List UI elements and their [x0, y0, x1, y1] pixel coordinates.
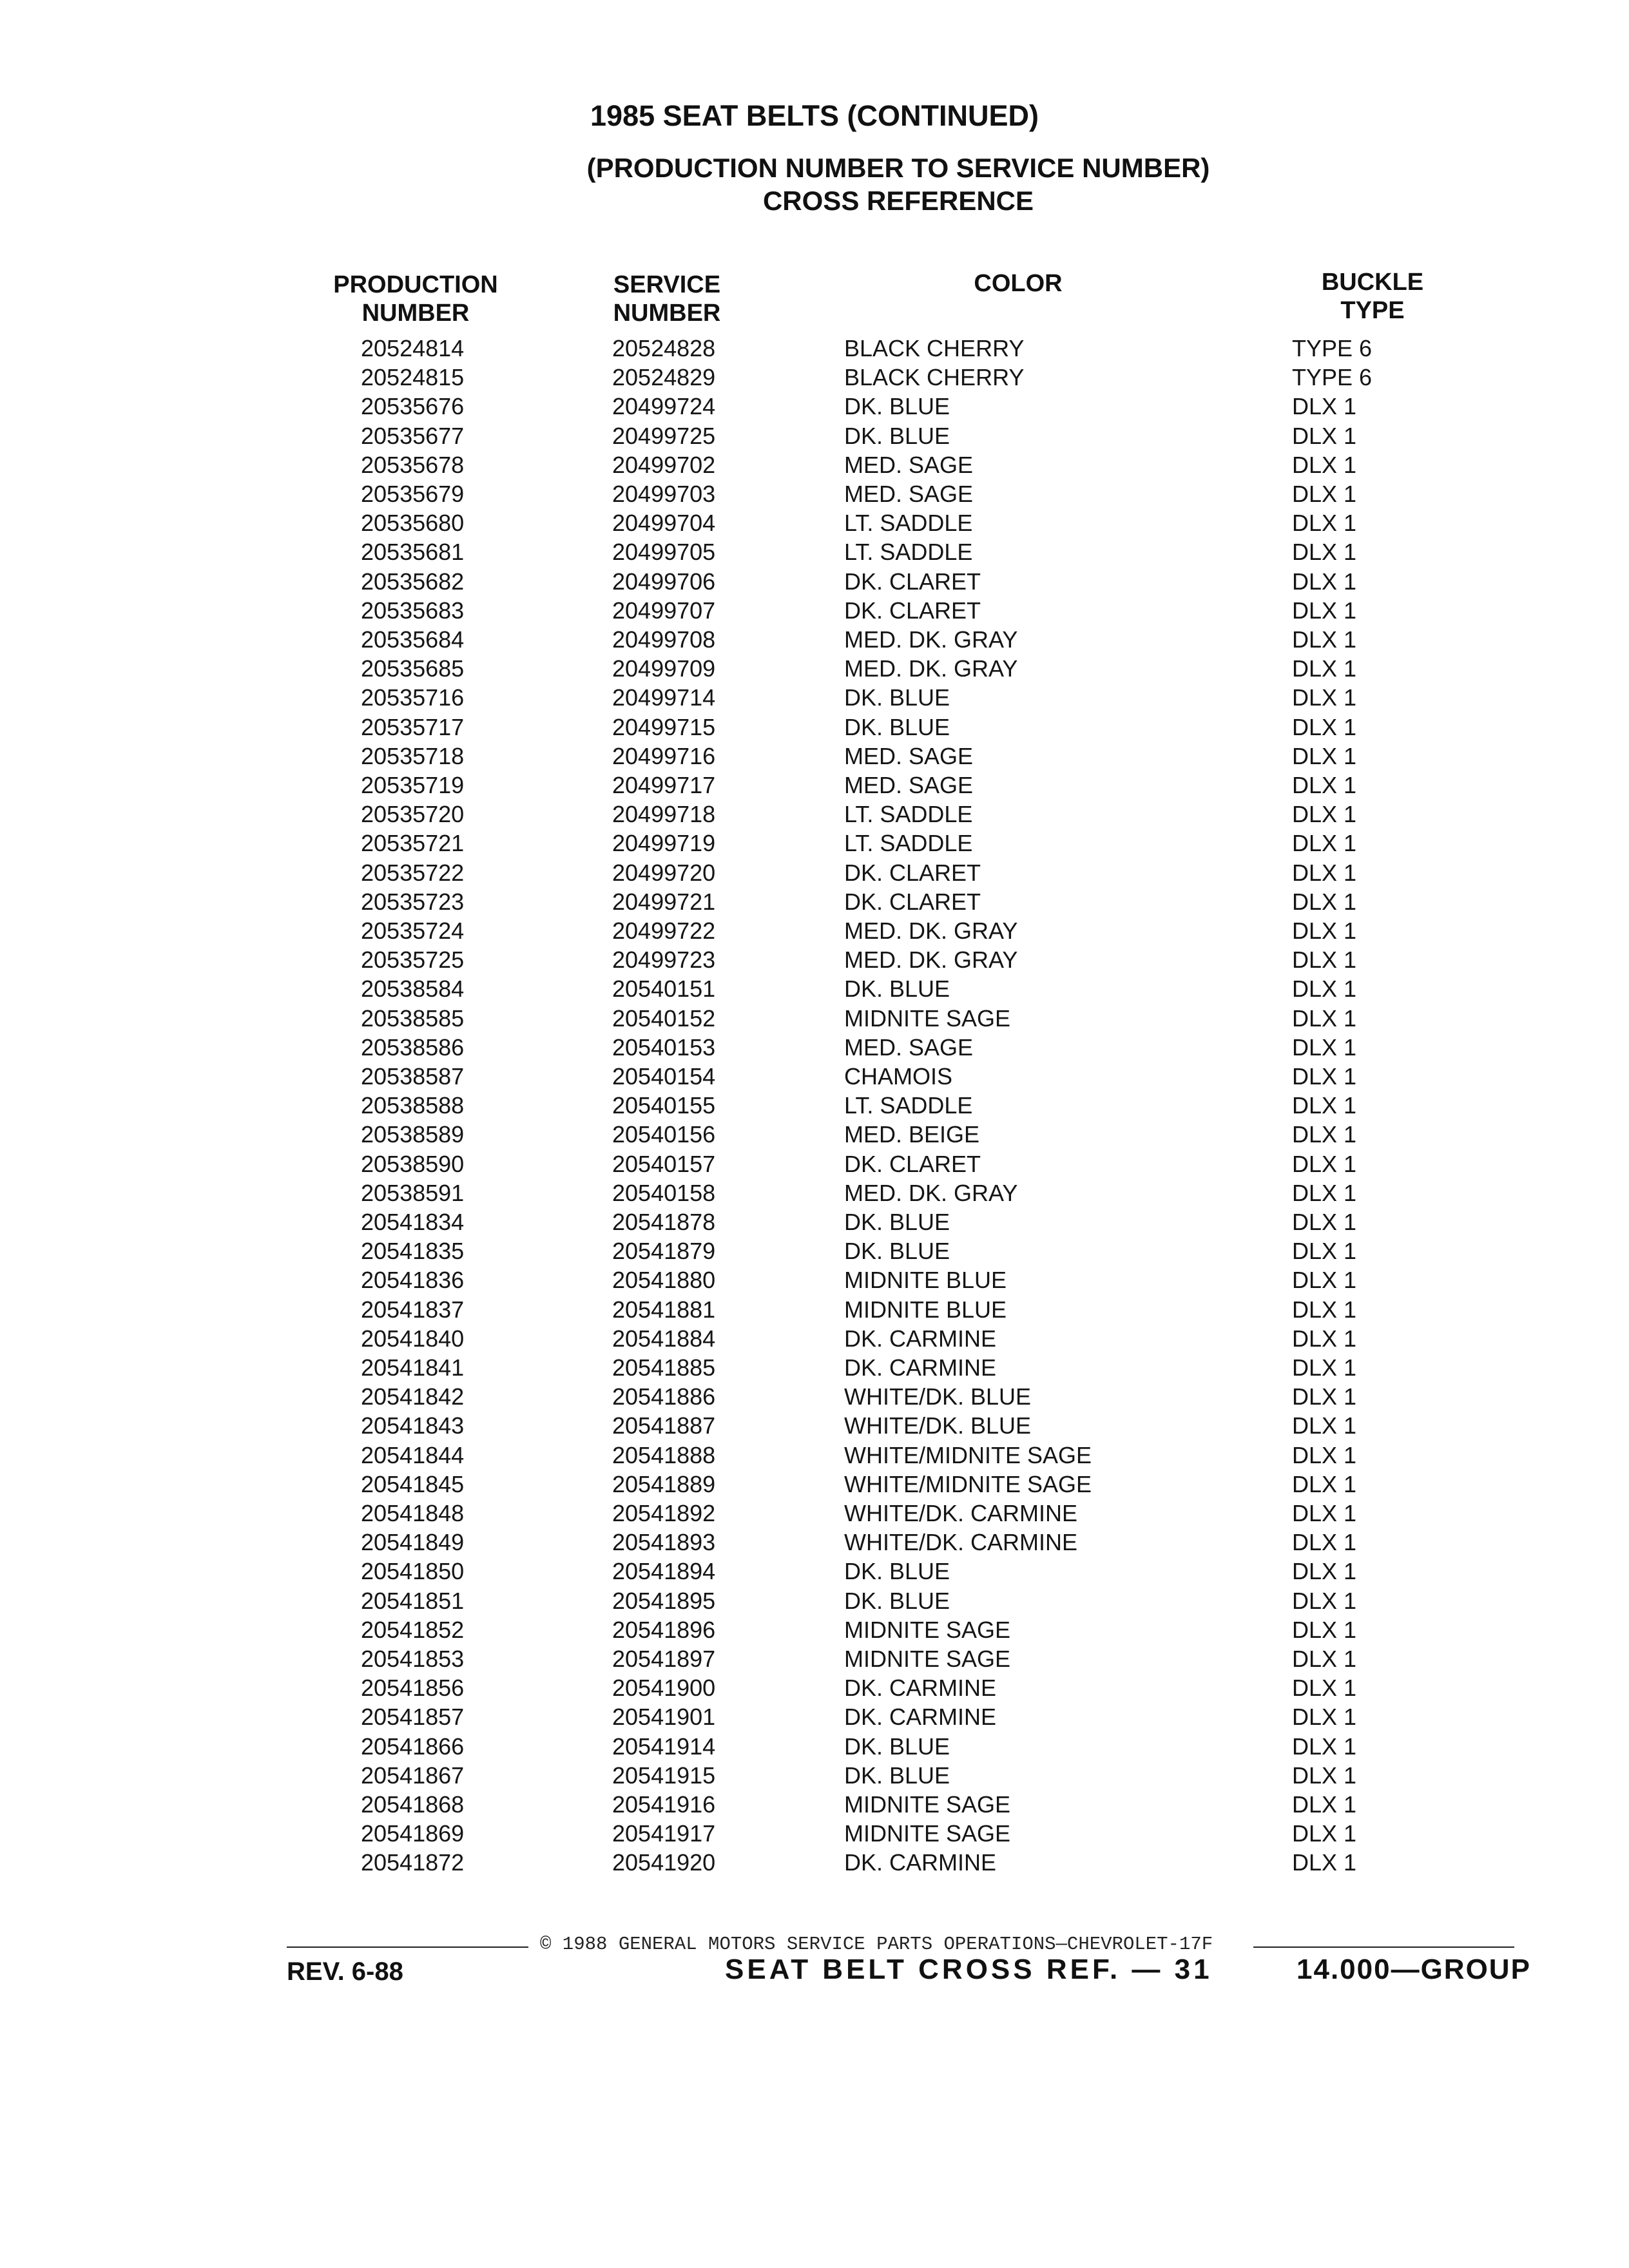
service-number-cell: 20499706: [612, 568, 716, 595]
service-number-cell: 20540154: [612, 1063, 716, 1090]
color-cell: DK. CLARET: [844, 568, 981, 595]
production-number-cell: 20538585: [361, 1005, 465, 1032]
buckle-type-cell: DLX 1: [1292, 1092, 1357, 1119]
service-number-cell: 20499717: [612, 772, 716, 798]
table-row: [0, 1499, 1629, 1528]
color-cell: WHITE/DK. BLUE: [844, 1412, 1032, 1439]
buckle-type-cell: DLX 1: [1292, 1558, 1357, 1584]
service-number-cell: 20541901: [612, 1704, 716, 1730]
color-cell: LT. SADDLE: [844, 1092, 973, 1119]
buckle-type-cell: DLX 1: [1292, 1151, 1357, 1177]
table-row: [0, 800, 1629, 829]
service-number-cell: 20541887: [612, 1412, 716, 1439]
table-row: [0, 1848, 1629, 1878]
color-cell: DK. BLUE: [844, 1209, 950, 1235]
buckle-type-cell: DLX 1: [1292, 684, 1357, 711]
service-number-cell: 20541881: [612, 1296, 716, 1323]
buckle-type-cell: DLX 1: [1292, 918, 1357, 944]
production-number-cell: 20535719: [361, 772, 465, 798]
buckle-type-cell: DLX 1: [1292, 1383, 1357, 1410]
color-cell: DK. BLUE: [844, 684, 950, 711]
table-row: [0, 1673, 1629, 1703]
header-service-line1: SERVICE: [613, 271, 721, 298]
production-number-cell: 20541848: [361, 1500, 465, 1526]
buckle-type-cell: DLX 1: [1292, 1442, 1357, 1468]
production-number-cell: 20538589: [361, 1121, 465, 1148]
color-cell: WHITE/MIDNITE SAGE: [844, 1442, 1092, 1468]
production-number-cell: 20541853: [361, 1646, 465, 1672]
buckle-type-cell: DLX 1: [1292, 393, 1357, 419]
production-number-cell: 20541843: [361, 1412, 465, 1439]
color-cell: MED. DK. GRAY: [844, 655, 1018, 682]
production-number-cell: 20538590: [361, 1151, 465, 1177]
buckle-type-cell: DLX 1: [1292, 1471, 1357, 1497]
buckle-type-cell: DLX 1: [1292, 568, 1357, 595]
color-cell: DK. BLUE: [844, 423, 950, 449]
color-cell: DK. CLARET: [844, 860, 981, 886]
production-number-cell: 20541836: [361, 1267, 465, 1293]
table-row: [0, 1528, 1629, 1557]
buckle-type-cell: DLX 1: [1292, 1791, 1357, 1818]
table-row: [0, 1265, 1629, 1295]
color-cell: DK. BLUE: [844, 1558, 950, 1584]
header-production-number: [325, 271, 506, 327]
buckle-type-cell: DLX 1: [1292, 1325, 1357, 1352]
service-number-cell: 20541889: [612, 1471, 716, 1497]
buckle-type-cell: DLX 1: [1292, 1733, 1357, 1760]
table-row: [0, 508, 1629, 538]
color-cell: MIDNITE BLUE: [844, 1296, 1007, 1323]
table-row: [0, 858, 1629, 888]
production-number-cell: 20524815: [361, 364, 465, 390]
color-cell: BLACK CHERRY: [844, 364, 1025, 390]
service-number-cell: 20541916: [612, 1791, 716, 1818]
service-number-cell: 20499723: [612, 947, 716, 973]
production-number-cell: 20535676: [361, 393, 465, 419]
footer-copyright: © 1988 GENERAL MOTORS SERVICE PARTS OPERATIONS—CHEVROLET-17F: [540, 1934, 1213, 1955]
buckle-type-cell: DLX 1: [1292, 597, 1357, 624]
table-row: [0, 1761, 1629, 1791]
buckle-type-cell: DLX 1: [1292, 510, 1357, 536]
service-number-cell: 20541880: [612, 1267, 716, 1293]
service-number-cell: 20524829: [612, 364, 716, 390]
header-service-line2: NUMBER: [613, 300, 721, 327]
page-subtitle: (PRODUCTION NUMBER TO SERVICE NUMBER): [586, 153, 1210, 183]
service-number-cell: 20499724: [612, 393, 716, 419]
table-row: [0, 1441, 1629, 1470]
production-number-cell: 20524814: [361, 335, 465, 361]
color-cell: DK. CARMINE: [844, 1325, 997, 1352]
buckle-type-cell: TYPE 6: [1292, 364, 1373, 390]
table-row: [0, 363, 1629, 392]
service-number-cell: 20541900: [612, 1675, 716, 1701]
buckle-type-cell: DLX 1: [1292, 1820, 1357, 1847]
buckle-type-cell: DLX 1: [1292, 1675, 1357, 1701]
service-number-cell: 20499716: [612, 743, 716, 769]
service-number-cell: 20499707: [612, 597, 716, 624]
table-row: [0, 887, 1629, 917]
header-buckle-line2: TYPE: [1340, 297, 1405, 324]
production-number-cell: 20541867: [361, 1762, 465, 1789]
color-cell: MED. DK. GRAY: [844, 1180, 1018, 1206]
table-row: [0, 1236, 1629, 1266]
production-number-cell: 20541856: [361, 1675, 465, 1701]
service-number-cell: 20541878: [612, 1209, 716, 1235]
color-cell: WHITE/DK. CARMINE: [844, 1529, 1078, 1555]
buckle-type-cell: DLX 1: [1292, 481, 1357, 507]
color-cell: BLACK CHERRY: [844, 335, 1025, 361]
buckle-type-cell: DLX 1: [1292, 1529, 1357, 1555]
table-row: [0, 1149, 1629, 1179]
production-number-cell: 20541849: [361, 1529, 465, 1555]
buckle-type-cell: DLX 1: [1292, 1121, 1357, 1148]
service-number-cell: 20540155: [612, 1092, 716, 1119]
color-cell: DK. CLARET: [844, 1151, 981, 1177]
page-title: 1985 SEAT BELTS (CONTINUED): [590, 99, 1039, 132]
color-cell: DK. BLUE: [844, 393, 950, 419]
buckle-type-cell: DLX 1: [1292, 889, 1357, 915]
table-row: [0, 654, 1629, 684]
header-buckle-type: [1295, 268, 1450, 325]
buckle-type-cell: DLX 1: [1292, 1762, 1357, 1789]
production-number-cell: 20538584: [361, 975, 465, 1002]
color-cell: LT. SADDLE: [844, 830, 973, 856]
table-row: [0, 450, 1629, 480]
production-number-cell: 20541872: [361, 1849, 465, 1876]
production-number-cell: 20541844: [361, 1442, 465, 1468]
service-number-cell: 20541894: [612, 1558, 716, 1584]
color-cell: DK. CARMINE: [844, 1354, 997, 1381]
color-cell: DK. CARMINE: [844, 1704, 997, 1730]
color-cell: DK. CARMINE: [844, 1849, 997, 1876]
table-row: [0, 1702, 1629, 1732]
footer-revision: REV. 6-88: [287, 1957, 403, 1986]
buckle-type-cell: DLX 1: [1292, 1296, 1357, 1323]
table-row: [0, 1790, 1629, 1820]
color-cell: MED. SAGE: [844, 452, 974, 478]
production-number-cell: 20535717: [361, 714, 465, 740]
service-number-cell: 20541896: [612, 1617, 716, 1643]
color-cell: MIDNITE SAGE: [844, 1820, 1011, 1847]
buckle-type-cell: DLX 1: [1292, 1209, 1357, 1235]
service-number-cell: 20499718: [612, 801, 716, 827]
service-number-cell: 20540157: [612, 1151, 716, 1177]
buckle-type-cell: DLX 1: [1292, 772, 1357, 798]
production-number-cell: 20541845: [361, 1471, 465, 1497]
service-number-cell: 20541914: [612, 1733, 716, 1760]
service-number-cell: 20541897: [612, 1646, 716, 1672]
buckle-type-cell: DLX 1: [1292, 1238, 1357, 1264]
header-production-line1: PRODUCTION: [333, 271, 498, 298]
page-subtitle-2: CROSS REFERENCE: [762, 186, 1034, 216]
color-cell: MED. DK. GRAY: [844, 947, 1018, 973]
footer-rule-right: [1253, 1946, 1514, 1948]
service-number-cell: 20499715: [612, 714, 716, 740]
service-number-cell: 20499709: [612, 655, 716, 682]
table-row: [0, 1353, 1629, 1383]
production-number-cell: 20541842: [361, 1383, 465, 1410]
production-number-cell: 20541866: [361, 1733, 465, 1760]
service-number-cell: 20541888: [612, 1442, 716, 1468]
table-row: [0, 1091, 1629, 1120]
service-number-cell: 20499708: [612, 626, 716, 653]
buckle-type-cell: DLX 1: [1292, 1617, 1357, 1643]
table-row: [0, 421, 1629, 451]
table-row: [0, 567, 1629, 597]
buckle-type-cell: DLX 1: [1292, 1354, 1357, 1381]
service-number-cell: 20541893: [612, 1529, 716, 1555]
table-row: [0, 392, 1629, 421]
color-cell: DK. BLUE: [844, 1238, 950, 1264]
color-cell: DK. BLUE: [844, 714, 950, 740]
table-row: [0, 1411, 1629, 1441]
header-color: [928, 269, 1108, 298]
buckle-type-cell: DLX 1: [1292, 947, 1357, 973]
production-number-cell: 20535685: [361, 655, 465, 682]
color-cell: LT. SADDLE: [844, 510, 973, 536]
buckle-type-cell: DLX 1: [1292, 1412, 1357, 1439]
service-number-cell: 20541884: [612, 1325, 716, 1352]
table-row: [0, 1033, 1629, 1062]
color-cell: MIDNITE BLUE: [844, 1267, 1007, 1293]
buckle-type-cell: DLX 1: [1292, 655, 1357, 682]
color-cell: MIDNITE SAGE: [844, 1005, 1011, 1032]
table-row: [0, 1004, 1629, 1033]
production-number-cell: 20541851: [361, 1588, 465, 1614]
table-row: [0, 713, 1629, 742]
table-row: [0, 771, 1629, 800]
production-number-cell: 20538587: [361, 1063, 465, 1090]
color-cell: MED. SAGE: [844, 743, 974, 769]
buckle-type-cell: DLX 1: [1292, 830, 1357, 856]
buckle-type-cell: DLX 1: [1292, 1005, 1357, 1032]
buckle-type-cell: DLX 1: [1292, 860, 1357, 886]
table-row: [0, 829, 1629, 858]
production-number-cell: 20535718: [361, 743, 465, 769]
buckle-type-cell: DLX 1: [1292, 539, 1357, 565]
table-row: [0, 1615, 1629, 1645]
table-row: [0, 1178, 1629, 1208]
service-number-cell: 20540151: [612, 975, 716, 1002]
service-number-cell: 20499720: [612, 860, 716, 886]
color-cell: MIDNITE SAGE: [844, 1791, 1011, 1818]
header-buckle-line1: BUCKLE: [1321, 269, 1424, 296]
production-number-cell: 20535723: [361, 889, 465, 915]
color-cell: MED. SAGE: [844, 481, 974, 507]
service-number-cell: 20540156: [612, 1121, 716, 1148]
table-row: [0, 334, 1629, 363]
color-cell: WHITE/DK. BLUE: [844, 1383, 1032, 1410]
table-row: [0, 1295, 1629, 1325]
color-cell: LT. SADDLE: [844, 801, 973, 827]
service-number-cell: 20541892: [612, 1500, 716, 1526]
buckle-type-cell: DLX 1: [1292, 1180, 1357, 1206]
service-number-cell: 20499725: [612, 423, 716, 449]
production-number-cell: 20541868: [361, 1791, 465, 1818]
color-cell: DK. BLUE: [844, 1733, 950, 1760]
buckle-type-cell: DLX 1: [1292, 1646, 1357, 1672]
table-row: [0, 916, 1629, 946]
service-number-cell: 20499705: [612, 539, 716, 565]
table-row: [0, 742, 1629, 771]
service-number-cell: 20541895: [612, 1588, 716, 1614]
table-row: [0, 945, 1629, 975]
buckle-type-cell: DLX 1: [1292, 743, 1357, 769]
color-cell: DK. BLUE: [844, 1588, 950, 1614]
color-cell: MIDNITE SAGE: [844, 1617, 1011, 1643]
service-number-cell: 20499703: [612, 481, 716, 507]
buckle-type-cell: DLX 1: [1292, 1267, 1357, 1293]
production-number-cell: 20535684: [361, 626, 465, 653]
color-cell: MIDNITE SAGE: [844, 1646, 1011, 1672]
service-number-cell: 20541920: [612, 1849, 716, 1876]
production-number-cell: 20538588: [361, 1092, 465, 1119]
color-cell: DK. CARMINE: [844, 1675, 997, 1701]
color-cell: DK. BLUE: [844, 1762, 950, 1789]
production-number-cell: 20538586: [361, 1034, 465, 1061]
buckle-type-cell: DLX 1: [1292, 452, 1357, 478]
buckle-type-cell: DLX 1: [1292, 1704, 1357, 1730]
color-cell: MED. DK. GRAY: [844, 918, 1018, 944]
production-number-cell: 20535716: [361, 684, 465, 711]
production-number-cell: 20541835: [361, 1238, 465, 1264]
service-number-cell: 20540158: [612, 1180, 716, 1206]
production-number-cell: 20535681: [361, 539, 465, 565]
table-row: [0, 1324, 1629, 1354]
production-number-cell: 20541837: [361, 1296, 465, 1323]
table-row: [0, 683, 1629, 713]
color-cell: DK. CLARET: [844, 597, 981, 624]
color-cell: LT. SADDLE: [844, 539, 973, 565]
header-production-line2: NUMBER: [361, 300, 470, 327]
production-number-cell: 20541857: [361, 1704, 465, 1730]
table-row: [0, 974, 1629, 1004]
production-number-cell: 20535724: [361, 918, 465, 944]
color-cell: WHITE/DK. CARMINE: [844, 1500, 1078, 1526]
production-number-cell: 20535677: [361, 423, 465, 449]
production-number-cell: 20541840: [361, 1325, 465, 1352]
color-cell: DK. BLUE: [844, 975, 950, 1002]
production-number-cell: 20535725: [361, 947, 465, 973]
service-number-cell: 20541885: [612, 1354, 716, 1381]
production-number-cell: 20535682: [361, 568, 465, 595]
table-row: [0, 1732, 1629, 1762]
service-number-cell: 20540153: [612, 1034, 716, 1061]
color-cell: DK. CLARET: [844, 889, 981, 915]
production-number-cell: 20541834: [361, 1209, 465, 1235]
buckle-type-cell: DLX 1: [1292, 1063, 1357, 1090]
production-number-cell: 20541869: [361, 1820, 465, 1847]
header-service-number: [583, 271, 751, 327]
table-row: [0, 479, 1629, 509]
service-number-cell: 20524828: [612, 335, 716, 361]
table-row: [0, 537, 1629, 567]
production-number-cell: 20541852: [361, 1617, 465, 1643]
color-cell: MED. SAGE: [844, 772, 974, 798]
buckle-type-cell: DLX 1: [1292, 626, 1357, 653]
buckle-type-cell: DLX 1: [1292, 1849, 1357, 1876]
production-number-cell: 20535722: [361, 860, 465, 886]
service-number-cell: 20499719: [612, 830, 716, 856]
service-number-cell: 20541917: [612, 1820, 716, 1847]
table-row: [0, 1207, 1629, 1237]
buckle-type-cell: DLX 1: [1292, 1588, 1357, 1614]
color-cell: WHITE/MIDNITE SAGE: [844, 1471, 1092, 1497]
service-number-cell: 20540152: [612, 1005, 716, 1032]
service-number-cell: 20541886: [612, 1383, 716, 1410]
table-row: [0, 1586, 1629, 1616]
table-row: [0, 596, 1629, 626]
table-row: [0, 1644, 1629, 1674]
table-row: [0, 625, 1629, 655]
production-number-cell: 20535679: [361, 481, 465, 507]
table-row: [0, 1470, 1629, 1499]
table-row: [0, 1557, 1629, 1586]
production-number-cell: 20541850: [361, 1558, 465, 1584]
footer-rule-left: [287, 1946, 528, 1948]
buckle-type-cell: DLX 1: [1292, 1500, 1357, 1526]
buckle-type-cell: DLX 1: [1292, 423, 1357, 449]
production-number-cell: 20535680: [361, 510, 465, 536]
production-number-cell: 20535683: [361, 597, 465, 624]
production-number-cell: 20535721: [361, 830, 465, 856]
service-number-cell: 20541879: [612, 1238, 716, 1264]
service-number-cell: 20499721: [612, 889, 716, 915]
buckle-type-cell: TYPE 6: [1292, 335, 1373, 361]
table-row: [0, 1382, 1629, 1412]
service-number-cell: 20499704: [612, 510, 716, 536]
production-number-cell: 20541841: [361, 1354, 465, 1381]
color-cell: MED. DK. GRAY: [844, 626, 1018, 653]
production-number-cell: 20535678: [361, 452, 465, 478]
production-number-cell: 20538591: [361, 1180, 465, 1206]
table-row: [0, 1819, 1629, 1849]
buckle-type-cell: DLX 1: [1292, 801, 1357, 827]
service-number-cell: 20541915: [612, 1762, 716, 1789]
table-row: [0, 1062, 1629, 1091]
header-color-line1: COLOR: [974, 270, 1063, 297]
buckle-type-cell: DLX 1: [1292, 714, 1357, 740]
footer-section-title: SEAT BELT CROSS REF. — 31: [725, 1954, 1213, 1985]
service-number-cell: 20499714: [612, 684, 716, 711]
service-number-cell: 20499722: [612, 918, 716, 944]
buckle-type-cell: DLX 1: [1292, 975, 1357, 1002]
buckle-type-cell: DLX 1: [1292, 1034, 1357, 1061]
production-number-cell: 20535720: [361, 801, 465, 827]
color-cell: MED. BEIGE: [844, 1121, 980, 1148]
color-cell: CHAMOIS: [844, 1063, 953, 1090]
color-cell: MED. SAGE: [844, 1034, 974, 1061]
table-row: [0, 1120, 1629, 1149]
service-number-cell: 20499702: [612, 452, 716, 478]
footer-group: 14.000—GROUP: [1296, 1954, 1531, 1985]
